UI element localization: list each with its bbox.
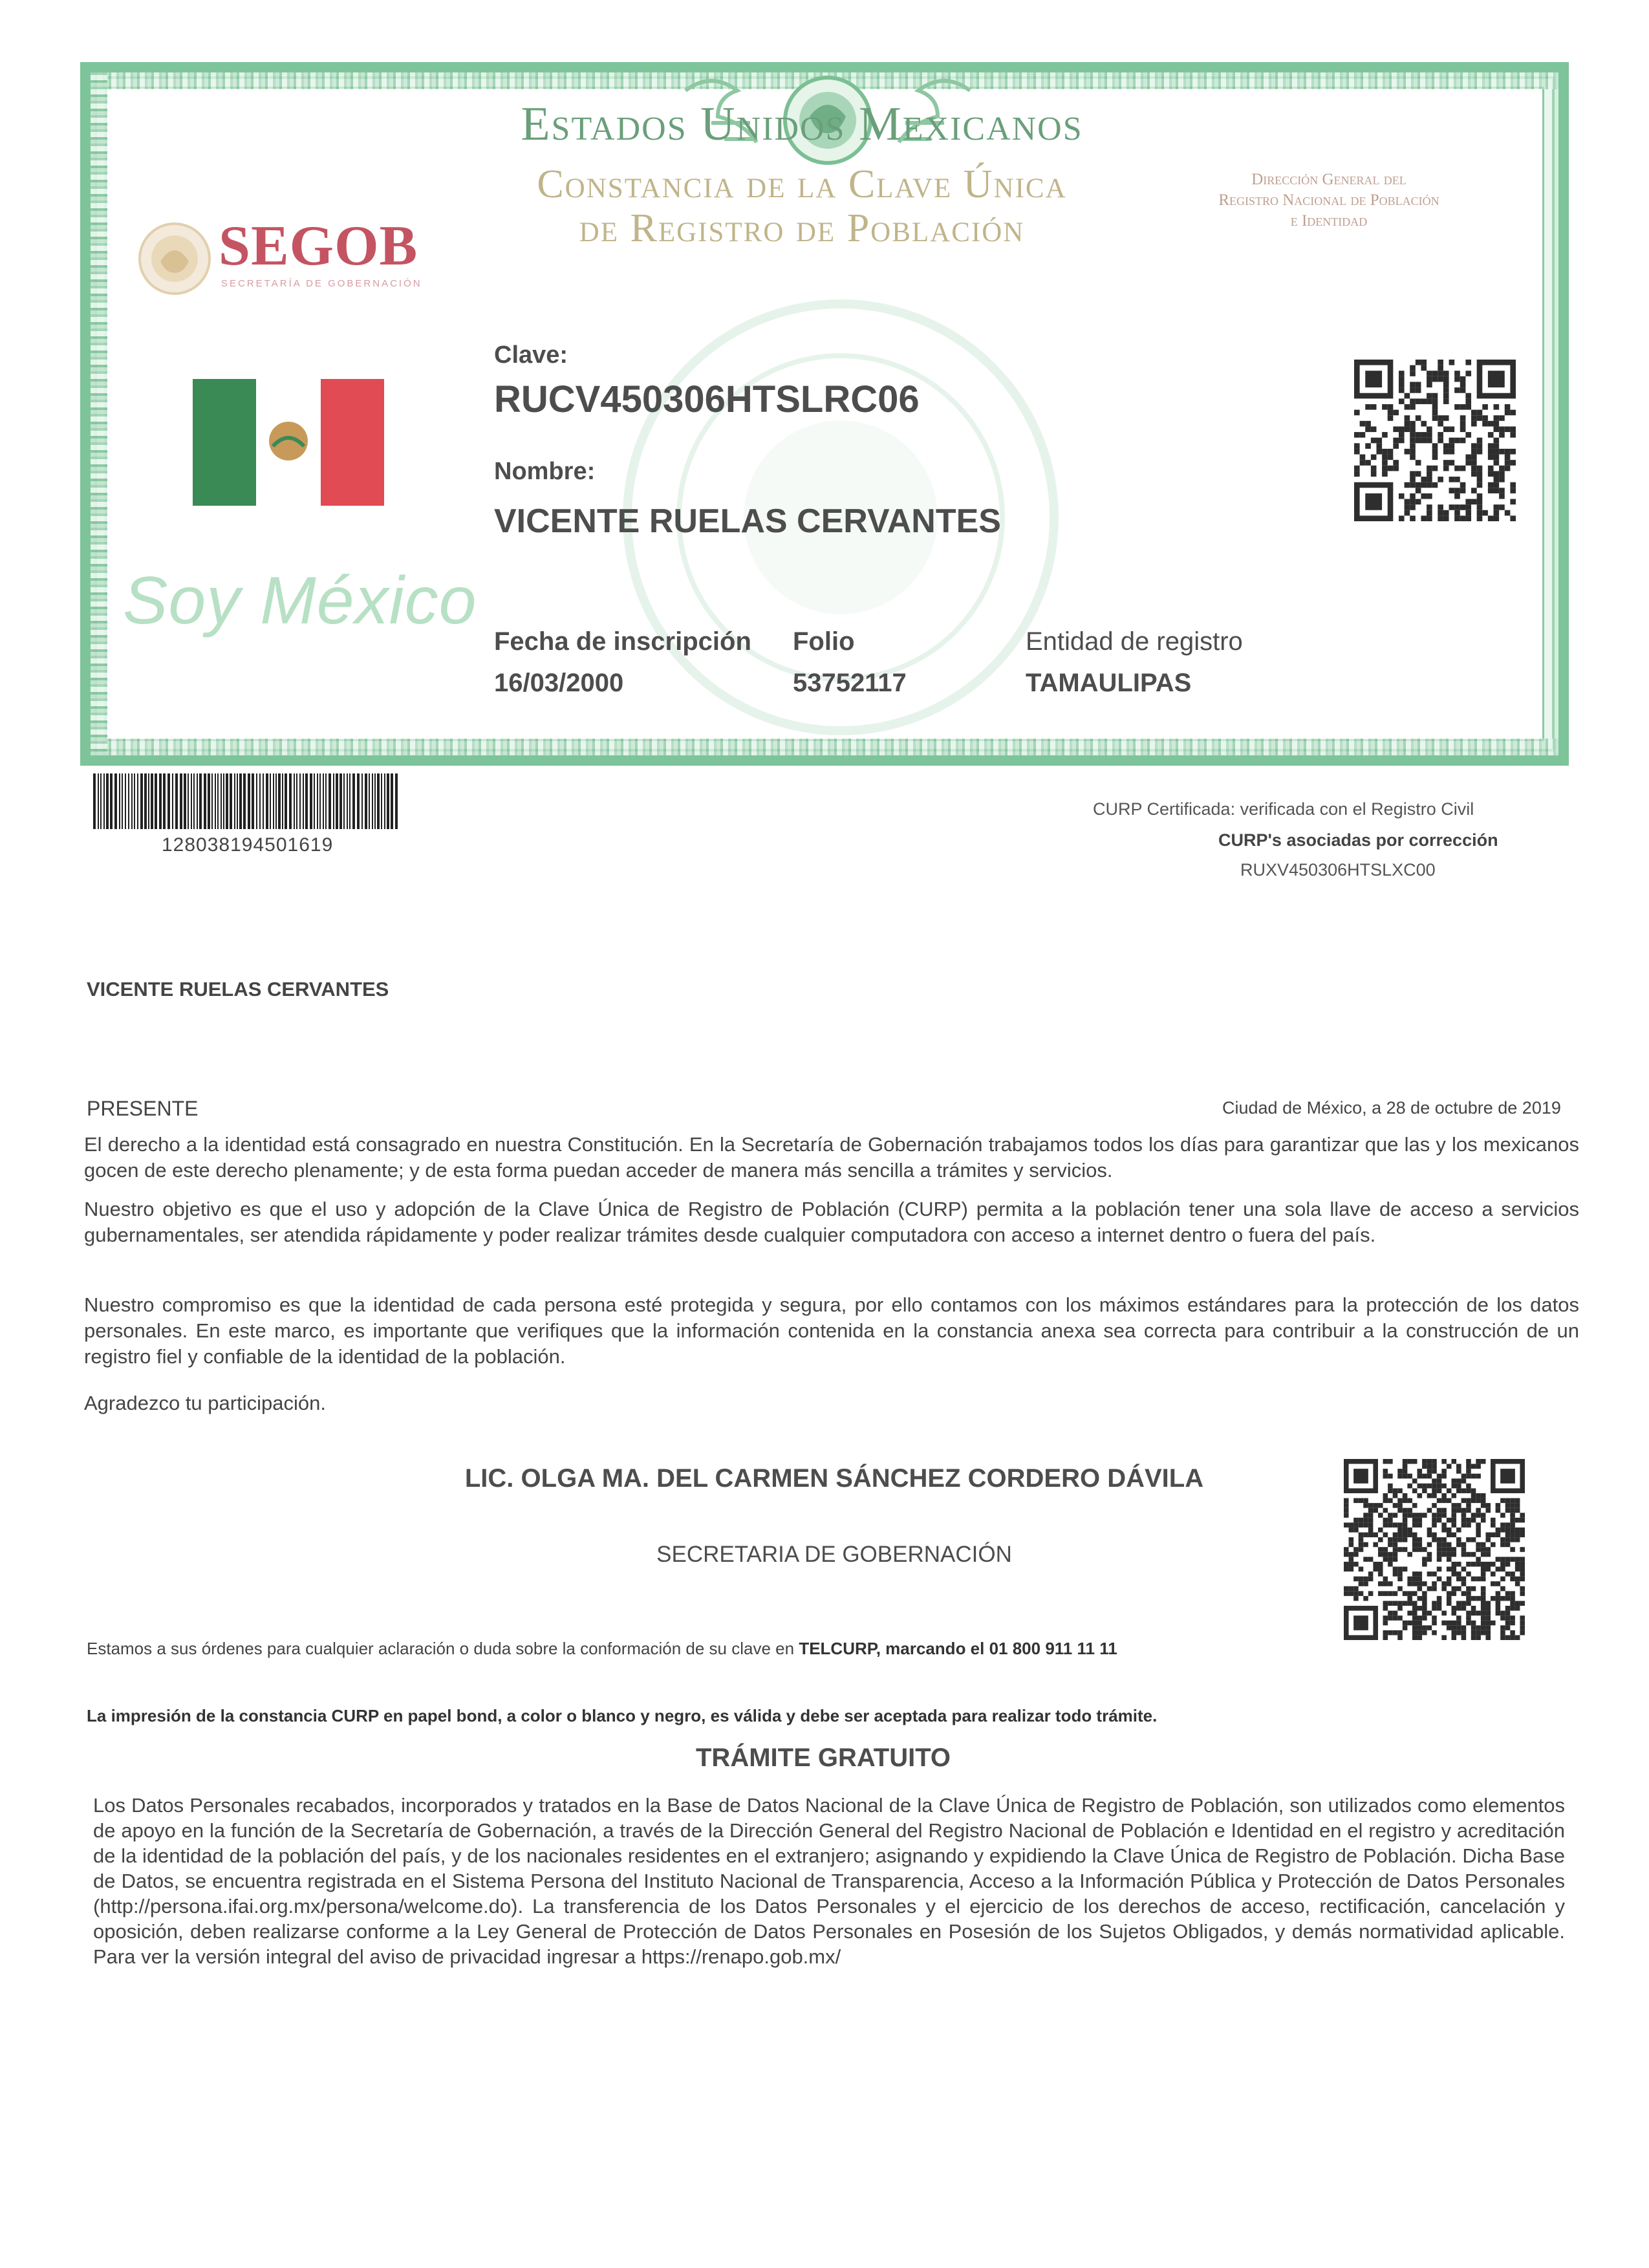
barcode-bar bbox=[248, 773, 250, 829]
letter-paragraph-3: Nuestro compromiso es que la identidad de cada persona esté protegida y segura, por ello contamos con los máximos estándares para la protección de los datos personales. En este marco, es importante que verifiques que la información contenida en la constancia anexa sea correcta para contribuir a la construcción de un registro fiel y confiable de la identidad de la población. bbox=[84, 1293, 1579, 1368]
barcode-bar bbox=[263, 773, 264, 829]
barcode-bar bbox=[221, 773, 222, 829]
barcode-bar bbox=[211, 773, 213, 829]
barcode-bar bbox=[361, 773, 363, 829]
barcode-bar bbox=[305, 773, 308, 829]
barcode-bar bbox=[137, 773, 138, 829]
barcode-bar bbox=[148, 773, 149, 829]
letter-paragraph-2: Nuestro objetivo es que el uso y adopción de la Clave Única de Registro de Población (CURP) permita a la población tener una sola llave de acceso a servicios gubernamentales, ser atendida rápidamente y poder realizar trámites desde cualquier computadora con acceso a internet dentro o fuera del país. bbox=[84, 1198, 1579, 1246]
certificate-title-line2: de Registro de Población bbox=[579, 206, 1025, 250]
barcode-bar bbox=[349, 773, 350, 829]
barcode-number: 128038194501619 bbox=[162, 834, 334, 856]
barcode-bar bbox=[193, 773, 195, 829]
barcode-bar bbox=[289, 773, 292, 829]
barcode-bar bbox=[98, 773, 99, 829]
barcode-bar bbox=[159, 773, 162, 829]
barcode-bar bbox=[172, 773, 173, 829]
curp-value: RUCV450306HTSLRC06 bbox=[494, 378, 920, 420]
barcode-bar bbox=[303, 773, 304, 829]
barcode-bar bbox=[285, 773, 287, 829]
barcode-bar bbox=[199, 773, 202, 829]
barcode-bar bbox=[234, 773, 235, 829]
barcode-bar bbox=[188, 773, 189, 829]
contact-line bbox=[87, 1639, 1117, 1659]
barcode-bar bbox=[365, 773, 367, 829]
barcode-bar bbox=[381, 773, 382, 829]
barcode-bar bbox=[259, 773, 261, 829]
associated-curp-value: RUXV450306HTSLXC00 bbox=[1240, 860, 1436, 880]
barcode-bar bbox=[296, 773, 297, 829]
barcode-bar bbox=[180, 773, 182, 829]
full-name-value: VICENTE RUELAS CERVANTES bbox=[494, 502, 1001, 540]
barcode-bar bbox=[93, 773, 96, 829]
barcode-bar bbox=[336, 773, 338, 829]
barcode-bar bbox=[204, 773, 206, 829]
barcode-bar bbox=[208, 773, 210, 829]
barcode-bar bbox=[184, 773, 186, 829]
barcode-bar bbox=[372, 773, 373, 829]
folio-label: Folio bbox=[793, 627, 855, 656]
barcode-bar bbox=[317, 773, 318, 829]
registry-entity-value: TAMAULIPAS bbox=[1026, 669, 1192, 697]
segob-seal-icon bbox=[136, 220, 213, 297]
barcode-bar bbox=[294, 773, 295, 829]
barcode-bar bbox=[329, 773, 331, 829]
barcode-bar bbox=[239, 773, 242, 829]
barcode-bar bbox=[110, 773, 113, 829]
letter-place-date: Ciudad de México, a 28 de octubre de 2019 bbox=[1222, 1098, 1561, 1118]
barcode-bar bbox=[270, 773, 271, 829]
segob-logo-text: SEGOB bbox=[219, 215, 418, 277]
certificate-title-line1: Constancia de la Clave Única bbox=[537, 162, 1067, 206]
barcode-bar bbox=[333, 773, 334, 829]
barcode-bar bbox=[275, 773, 277, 829]
barcode-bar bbox=[273, 773, 274, 829]
barcode-bar bbox=[377, 773, 380, 829]
folio-value: 53752117 bbox=[793, 669, 907, 697]
barcode-bar bbox=[128, 773, 129, 829]
barcode-bar bbox=[323, 773, 324, 829]
barcode-bar bbox=[134, 773, 135, 829]
barcode-bar bbox=[155, 773, 157, 829]
barcode-bar bbox=[252, 773, 254, 829]
barcode-bar bbox=[256, 773, 257, 829]
barcode-bar bbox=[125, 773, 126, 829]
barcode-bar bbox=[114, 773, 117, 829]
barcode-bar bbox=[369, 773, 370, 829]
barcode-bar bbox=[100, 773, 102, 829]
validity-notice: La impresión de la constancia CURP en papel bond, a color o blanco y negro, es válida y debe ser aceptada para realizar todo trámite. bbox=[87, 1706, 1158, 1725]
barcode-bar bbox=[122, 773, 123, 829]
barcode-bar bbox=[299, 773, 301, 829]
barcode-icon bbox=[92, 773, 402, 832]
barcode-bar bbox=[197, 773, 198, 829]
barcode-bar bbox=[278, 773, 281, 829]
signer-title: SECRETARIA DE GOBERNACIÓN bbox=[656, 1542, 1012, 1567]
barcode-bar bbox=[374, 773, 376, 829]
barcode-bar bbox=[387, 773, 389, 829]
barcode-bar bbox=[103, 773, 105, 829]
barcode-bar bbox=[140, 773, 143, 829]
barcode-bar bbox=[319, 773, 321, 829]
signer-name: LIC. OLGA MA. DEL CARMEN SÁNCHEZ CORDERO DÁVILA bbox=[464, 1464, 1204, 1493]
barcode-bar bbox=[391, 773, 393, 829]
barcode-bar bbox=[151, 773, 153, 829]
telcurp-phone: TELCURP, marcando el 01 800 911 11 11 bbox=[799, 1639, 1117, 1658]
barcode-bar bbox=[191, 773, 192, 829]
mexican-flag-icon bbox=[193, 379, 384, 506]
barcode-bar bbox=[175, 773, 178, 829]
contact-text: Estamos a sus órdenes para cualquier aclaración o duda sobre la conformación de su clave en bbox=[87, 1639, 799, 1658]
barcode-bar bbox=[314, 773, 315, 829]
barcode-bar bbox=[223, 773, 224, 829]
registry-entity-label: Entidad de registro bbox=[1026, 627, 1243, 656]
curp-certified-note: CURP Certificada: verificada con el Registro Civil bbox=[1093, 799, 1474, 819]
clave-label: Clave: bbox=[494, 341, 568, 369]
barcode-bar bbox=[230, 773, 232, 829]
barcode-bar bbox=[339, 773, 342, 829]
barcode-bar bbox=[226, 773, 228, 829]
directorate-line2: Registro Nacional de Población bbox=[1218, 191, 1439, 209]
registration-date-label: Fecha de inscripción bbox=[494, 627, 751, 656]
segob-subtitle: SECRETARÍA DE GOBERNACIÓN bbox=[221, 278, 422, 289]
barcode-bar bbox=[237, 773, 238, 829]
barcode-bar bbox=[217, 773, 219, 829]
barcode-bar bbox=[343, 773, 345, 829]
letter-thanks: Agradezco tu participación. bbox=[84, 1392, 326, 1414]
barcode-bar bbox=[310, 773, 312, 829]
country-heading: Estados Unidos Mexicanos bbox=[521, 98, 1083, 151]
qr-code-icon bbox=[1354, 360, 1516, 521]
directorate-name bbox=[1177, 169, 1481, 232]
border-pattern-right bbox=[91, 72, 107, 755]
barcode-bar bbox=[106, 773, 109, 829]
barcode-bar bbox=[384, 773, 385, 829]
barcode-bar bbox=[325, 773, 327, 829]
barcode-bar bbox=[347, 773, 348, 829]
barcode-bar bbox=[266, 773, 268, 829]
barcode-bar bbox=[131, 773, 133, 829]
barcode-bar bbox=[144, 773, 147, 829]
soy-mexico-slogan: Soy México bbox=[123, 563, 477, 638]
directorate-line3: e Identidad bbox=[1290, 212, 1368, 230]
barcode-bar bbox=[163, 773, 166, 829]
barcode-bar bbox=[167, 773, 170, 829]
barcode-bar bbox=[357, 773, 360, 829]
associated-curp-label: CURP's asociadas por corrección bbox=[1218, 830, 1498, 850]
free-procedure-title: TRÁMITE GRATUITO bbox=[696, 1744, 951, 1772]
letter-paragraph-1: El derecho a la identidad está consagrado en nuestra Constitución. En la Secretaría de Gobernación trabajamos todos los días para garantizar que las y los mexicanos gocen de este derecho plenamente; y de esta forma puedan acceder de manera más sencilla a trámites y servicios. bbox=[84, 1133, 1579, 1182]
letter-recipient: VICENTE RUELAS CERVANTES bbox=[87, 978, 389, 1000]
barcode-bar bbox=[215, 773, 216, 829]
barcode-bar bbox=[352, 773, 355, 829]
privacy-notice: Los Datos Personales recabados, incorporados y tratados en la Base de Datos Nacional de la Clave Única de Registro de Población, son utilizados como elementos de apoyo en la función de la Secretaría de Gobernación, a través de la Dirección General del Registro Nacional de Población e Identidad en el registro y acreditación de la identidad de la población del país, y de los nacionales residentes en el extranjero; asignando y expidiendo la Clave Única de Registro de Población. Dicha Base de Datos, se encuentra registrada en el Sistema Persona del Instituto Nacional de Transparencia, Acceso a la Información Pública y Protección de Datos Personales (http://persona.ifai.org.mx/persona/welcome.do). La transferencia de los Datos Personales y el ejercicio de los derechos de acceso, rectificación, cancelación y oposición, deben realizarse conforme a la Ley General de Protección de Datos Personales en Posesión de los Sujetos Obligados, y demás normatividad aplicable. Para ver la versión integral del aviso de privacidad ingresar a https://renapo.gob.mx/ bbox=[93, 1794, 1565, 1968]
barcode-bar bbox=[119, 773, 120, 829]
nombre-label: Nombre: bbox=[494, 458, 596, 485]
barcode-bar bbox=[243, 773, 246, 829]
barcode-bar bbox=[395, 773, 398, 829]
qr-code-icon bbox=[1344, 1459, 1525, 1640]
letter-greeting: PRESENTE bbox=[87, 1097, 199, 1120]
directorate-line1: Dirección General del bbox=[1251, 171, 1406, 188]
barcode-bar bbox=[282, 773, 283, 829]
registration-date-value: 16/03/2000 bbox=[494, 669, 624, 697]
